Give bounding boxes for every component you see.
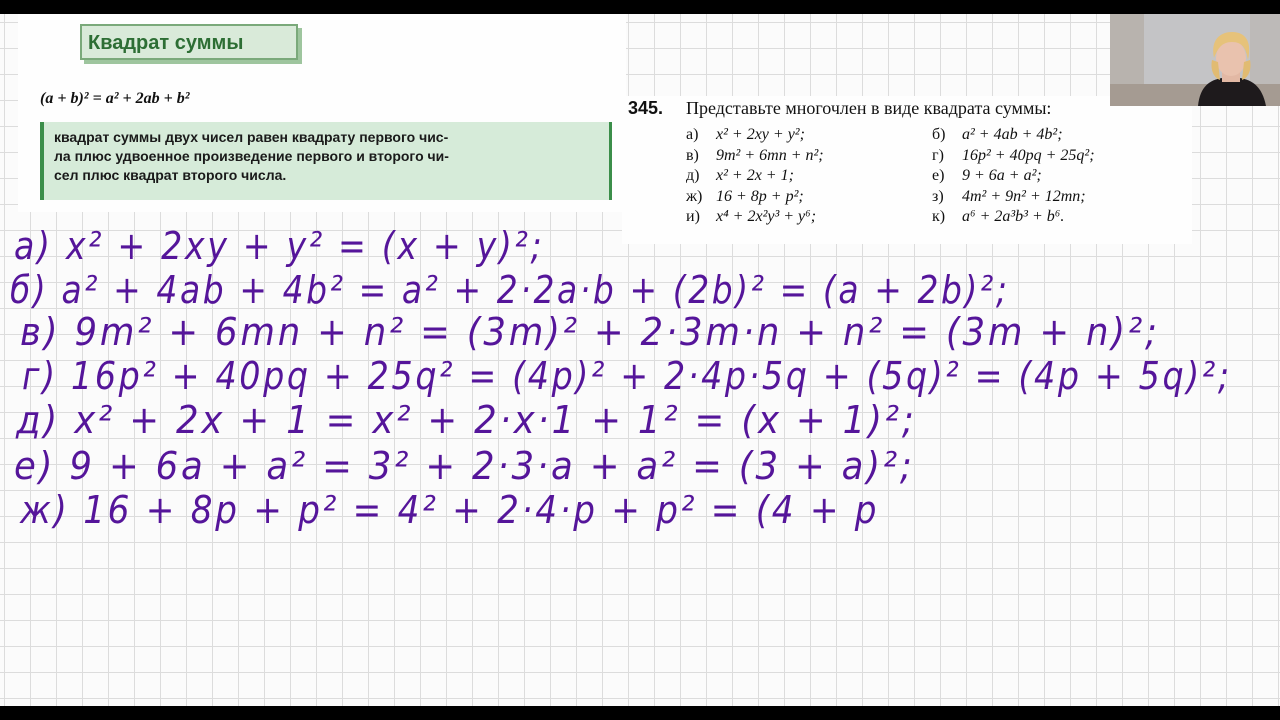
rule-title: Квадрат суммы xyxy=(80,24,298,60)
handwritten-line: в) 9m² + 6mn + n² = (3m)² + 2·3m·n + n² = (3m + n)²; xyxy=(20,310,1160,354)
exercise-item-expression: x² + 2xy + y²; xyxy=(716,126,805,143)
handwritten-line: б) a² + 4ab + 4b² = a² + 2·2a·b + (2b)² = (a + 2b)²; xyxy=(10,268,1010,312)
exercise-item-label: е) xyxy=(932,167,945,184)
exercise-item-label: к) xyxy=(932,208,946,225)
exercise-item-label: д) xyxy=(686,167,700,184)
exercise-item xyxy=(932,208,1064,226)
exercise-item-expression: x⁴ + 2x²y³ + y⁶; xyxy=(716,208,817,225)
exercise-item-label: г) xyxy=(932,146,944,164)
exercise-item-expression: 16 + 8p + p²; xyxy=(716,187,804,205)
exercise-item-expression: 4m² + 9n² + 12mn; xyxy=(962,187,1086,205)
exercise-item-label: б) xyxy=(932,126,946,143)
rule-text-box xyxy=(40,122,612,200)
exercise-item-expression: 16p² + 40pq + 25q²; xyxy=(962,146,1095,164)
handwritten-line: д) x² + 2x + 1 = x² + 2·x·1 + 1² = (x + 1)²; xyxy=(16,398,917,442)
exercise-item-expression: a² + 4ab + 4b²; xyxy=(962,126,1063,143)
exercise-item-expression: 9m² + 6mn + n²; xyxy=(716,146,824,164)
exercise-item xyxy=(932,147,1095,165)
exercise-item xyxy=(686,208,816,226)
exercise-item xyxy=(686,126,805,144)
handwritten-line: е) 9 + 6a + a² = 3² + 2·3·a + a² = (3 + a)²; xyxy=(14,444,915,488)
webcam-overlay xyxy=(1110,14,1280,106)
webcam-person-icon xyxy=(1110,14,1280,106)
exercise-item xyxy=(932,126,1063,144)
exercise-block xyxy=(622,96,1192,244)
handwritten-line: ж) 16 + 8p + p² = 4² + 2·4·p + p² = (4 + p xyxy=(20,488,880,532)
exercise-item xyxy=(686,188,804,206)
exercise-item xyxy=(932,188,1086,206)
exercise-item-expression: 9 + 6a + a²; xyxy=(962,167,1042,184)
exercise-item-expression: a⁶ + 2a³b³ + b⁶. xyxy=(962,208,1065,225)
exercise-item-label: ж) xyxy=(686,187,703,205)
exercise-item xyxy=(932,167,1042,185)
exercise-item-label: з) xyxy=(932,187,944,205)
exercise-item-expression: x² + 2x + 1; xyxy=(716,167,794,184)
exercise-item xyxy=(686,147,824,165)
exercise-item-label: и) xyxy=(686,208,700,225)
grid-paper xyxy=(0,14,1280,706)
handwritten-line: г) 16p² + 40pq + 25q² = (4p)² + 2·4p·5q + (5q)² = (4p + 5q)²; xyxy=(22,354,1232,398)
exercise-number: 345. xyxy=(628,98,664,118)
rule-line: квадрат суммы двух чисел равен квадрату первого чис- xyxy=(54,129,449,145)
handwritten-line: а) x² + 2xy + y² = (x + y)²; xyxy=(14,224,545,268)
sum-square-formula: (a + b)² = a² + 2ab + b² xyxy=(40,90,190,107)
textbook-rule-block xyxy=(18,14,626,212)
exercise-item-label: в) xyxy=(686,146,699,164)
exercise-item-label: а) xyxy=(686,126,699,143)
rule-line: сел плюс квадрат второго числа. xyxy=(54,167,287,183)
exercise-title: Представьте многочлен в виде квадрата суммы: xyxy=(686,98,1052,118)
exercise-item xyxy=(686,167,794,185)
rule-line: ла плюс удвоенное произведение первого и второго чи- xyxy=(54,148,449,164)
